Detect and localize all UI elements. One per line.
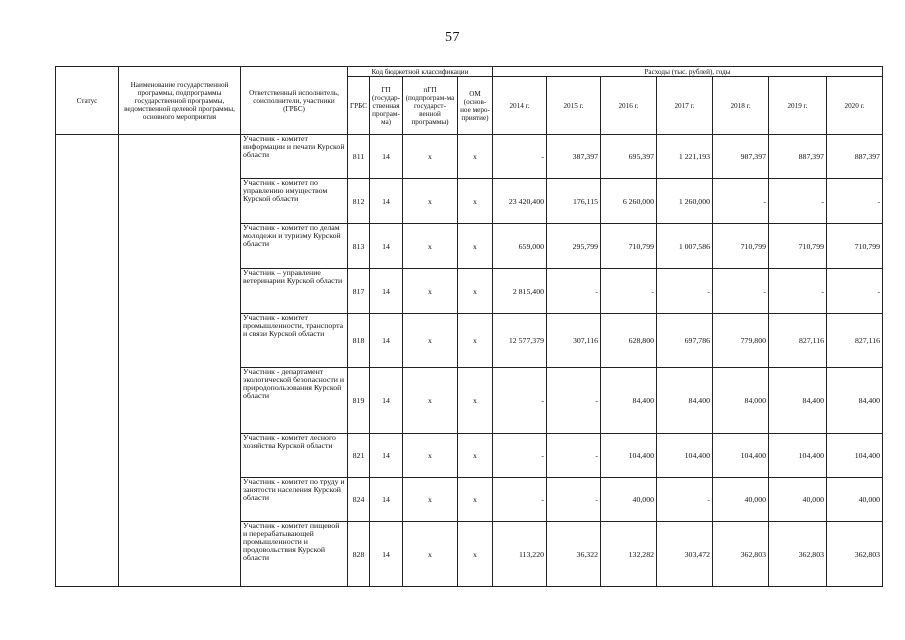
pgp-cell: х (403, 314, 458, 368)
value-cell: - (601, 269, 657, 314)
value-cell: 710,799 (827, 224, 883, 269)
value-cell: 2 815,400 (493, 269, 547, 314)
executor-cell: Участник - комитет по труду и занятости населения Курской области (241, 478, 348, 522)
value-cell: - (493, 434, 547, 478)
value-cell: 84,000 (713, 368, 769, 434)
value-cell: - (827, 269, 883, 314)
value-cell: 84,400 (601, 368, 657, 434)
executor-cell: Участник - комитет пищевой и перерабатывающей промышленности и продовольствия Курской области (241, 522, 348, 587)
header-expense-group: Расходы (тыс. рублей), годы (493, 67, 883, 77)
value-cell: 104,400 (601, 434, 657, 478)
gp-cell: 14 (370, 224, 403, 269)
header-pgp: пГП (подпрограм-ма государст-венной программы) (403, 77, 458, 135)
page-number: 57 (445, 30, 460, 45)
header-year-2015: 2015 г. (547, 77, 601, 135)
status-cell (56, 135, 119, 587)
value-cell: 710,799 (713, 224, 769, 269)
value-cell: 12 577,379 (493, 314, 547, 368)
value-cell: 827,116 (769, 314, 827, 368)
om-cell: х (458, 368, 493, 434)
value-cell: 6 260,000 (601, 179, 657, 224)
header-year-2018: 2018 г. (713, 77, 769, 135)
header-year-2020: 2020 г. (827, 77, 883, 135)
gp-cell: 14 (370, 368, 403, 434)
budget-table (55, 66, 883, 587)
grbs-cell: 813 (348, 224, 370, 269)
grbs-cell: 818 (348, 314, 370, 368)
pgp-cell: х (403, 522, 458, 587)
value-cell: 362,803 (769, 522, 827, 587)
pgp-cell: х (403, 478, 458, 522)
om-cell: х (458, 522, 493, 587)
value-cell: 827,116 (827, 314, 883, 368)
grbs-cell: 824 (348, 478, 370, 522)
value-cell: 23 420,400 (493, 179, 547, 224)
value-cell: 387,397 (547, 135, 601, 179)
value-cell: 104,400 (657, 434, 713, 478)
header-gp: ГП (государ-ственная програм-ма) (370, 77, 403, 135)
value-cell: 40,000 (601, 478, 657, 522)
header-code-group: Код бюджетной классификации (348, 67, 493, 77)
gp-cell: 14 (370, 522, 403, 587)
header-year-2017: 2017 г. (657, 77, 713, 135)
om-cell: х (458, 224, 493, 269)
value-cell: 987,397 (713, 135, 769, 179)
value-cell: 132,282 (601, 522, 657, 587)
value-cell: 303,472 (657, 522, 713, 587)
pgp-cell: х (403, 179, 458, 224)
pgp-cell: х (403, 434, 458, 478)
om-cell: х (458, 314, 493, 368)
grbs-cell: 828 (348, 522, 370, 587)
executor-cell: Участник - комитет по управлению имуществом Курской области (241, 179, 348, 224)
value-cell: - (547, 434, 601, 478)
value-cell: 307,116 (547, 314, 601, 368)
value-cell: 362,803 (827, 522, 883, 587)
value-cell: 1 007,586 (657, 224, 713, 269)
grbs-cell: 812 (348, 179, 370, 224)
value-cell: 40,000 (769, 478, 827, 522)
value-cell: - (657, 478, 713, 522)
value-cell: 40,000 (827, 478, 883, 522)
value-cell: 295,799 (547, 224, 601, 269)
header-year-2014: 2014 г. (493, 77, 547, 135)
value-cell: 779,800 (713, 314, 769, 368)
value-cell: 104,400 (769, 434, 827, 478)
table-row (56, 135, 883, 179)
value-cell: - (547, 478, 601, 522)
executor-cell: Участник - комитет лесного хозяйства Курской области (241, 434, 348, 478)
value-cell: 40,000 (713, 478, 769, 522)
gp-cell: 14 (370, 478, 403, 522)
pgp-cell: х (403, 368, 458, 434)
value-cell: - (493, 368, 547, 434)
program-name-cell (119, 135, 241, 587)
value-cell: 1 260,000 (657, 179, 713, 224)
om-cell: х (458, 478, 493, 522)
pgp-cell: х (403, 135, 458, 179)
value-cell: 710,799 (601, 224, 657, 269)
grbs-cell: 817 (348, 269, 370, 314)
header-year-2016: 2016 г. (601, 77, 657, 135)
executor-cell: Участник - комитет промышленности, транспорта и связи Курской области (241, 314, 348, 368)
value-cell: - (547, 269, 601, 314)
value-cell: 697,786 (657, 314, 713, 368)
value-cell: 659,000 (493, 224, 547, 269)
value-cell: - (657, 269, 713, 314)
grbs-cell: 819 (348, 368, 370, 434)
value-cell: - (493, 135, 547, 179)
header-grbs: ГРБС (348, 77, 370, 135)
header-status: Статус (56, 67, 119, 135)
pgp-cell: х (403, 224, 458, 269)
header-name: Наименование государственной программы, подпрограммы государственной программы, ведомственной целевой программы, основного мероприятия (119, 67, 241, 135)
gp-cell: 14 (370, 314, 403, 368)
executor-cell: Участник - департамент экологической безопасности и природопользования Курской области (241, 368, 348, 434)
value-cell: 104,400 (827, 434, 883, 478)
grbs-cell: 811 (348, 135, 370, 179)
gp-cell: 14 (370, 135, 403, 179)
value-cell: 887,397 (769, 135, 827, 179)
om-cell: х (458, 269, 493, 314)
value-cell: 113,220 (493, 522, 547, 587)
gp-cell: 14 (370, 179, 403, 224)
value-cell: 628,800 (601, 314, 657, 368)
gp-cell: 14 (370, 434, 403, 478)
om-cell: х (458, 135, 493, 179)
om-cell: х (458, 434, 493, 478)
header-executor: Ответственный исполнитель, соисполнители, участники (ГРБС) (241, 67, 348, 135)
value-cell: 36,322 (547, 522, 601, 587)
value-cell: - (827, 179, 883, 224)
grbs-cell: 821 (348, 434, 370, 478)
pgp-cell: х (403, 269, 458, 314)
value-cell: 362,803 (713, 522, 769, 587)
value-cell: - (769, 269, 827, 314)
value-cell: 84,400 (657, 368, 713, 434)
executor-cell: Участник - комитет информации и печати Курской области (241, 135, 348, 179)
value-cell: - (547, 368, 601, 434)
value-cell: 84,400 (769, 368, 827, 434)
header-year-2019: 2019 г. (769, 77, 827, 135)
value-cell: 176,115 (547, 179, 601, 224)
executor-cell: Участник – управление ветеринарии Курской области (241, 269, 348, 314)
value-cell: 710,799 (769, 224, 827, 269)
value-cell: 887,397 (827, 135, 883, 179)
executor-cell: Участник - комитет по делам молодежи и туризму Курской области (241, 224, 348, 269)
value-cell: - (713, 179, 769, 224)
value-cell: 1 221,193 (657, 135, 713, 179)
value-cell: 695,397 (601, 135, 657, 179)
value-cell: - (713, 269, 769, 314)
om-cell: х (458, 179, 493, 224)
gp-cell: 14 (370, 269, 403, 314)
value-cell: - (493, 478, 547, 522)
value-cell: 104,400 (713, 434, 769, 478)
value-cell: 84,400 (827, 368, 883, 434)
value-cell: - (769, 179, 827, 224)
header-om: ОМ (основ-ное меро-приятие) (458, 77, 493, 135)
